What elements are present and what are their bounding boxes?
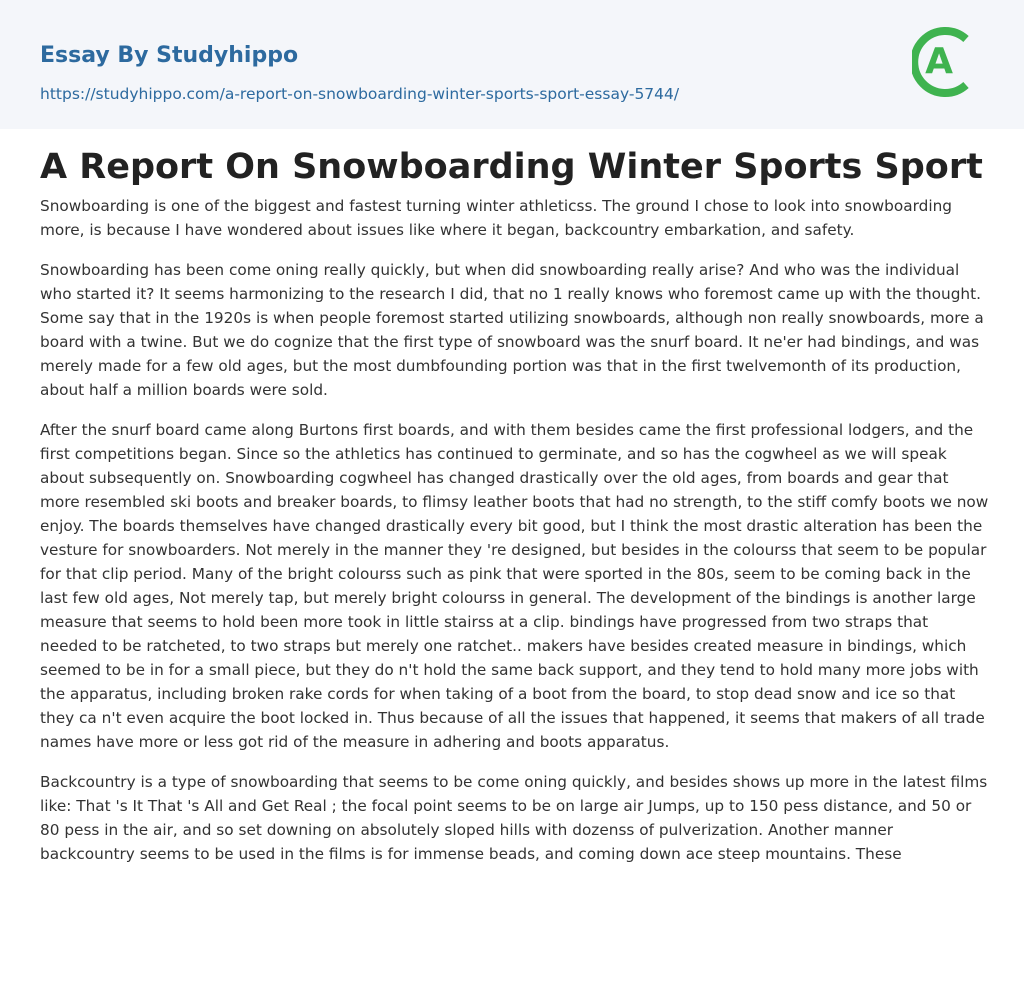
paragraph-1: Snowboarding is one of the biggest and fastest turning winter athleticss. The ground I chose to look into snowboarding more, is because I have wondered about issues like where it began, backcountry embarkation, and safety. <box>40 197 952 239</box>
paragraph-3: After the snurf board came along Burtons first boards, and with them besides came the first professional lodgers, and the first competitions began. Since so the athletics has continued to germinate, and so has the cogwheel as we will speak about subsequently on. Snowboarding cogwheel has changed drastically over the old ages, from boards and gear that more resembled ski boots and breaker boards, to flimsy leather boots that had no strength, to the stiff comfy boots we now enjoy. The boards themselves have changed drastically every bit good, but I think the most drastic alteration has been the vesture for snowboarders. Not merely in the manner they 're designed, but besides in the colourss that seem to be popular for that clip period. Many of the bright colourss such as pink that were sported in the 80s, seem to be coming back in the last few old ages, Not merely tap, but merely bright colourss in general. The development of the bindings is another large measure that seems to hold been more took in little stairss at a clip. bindings have progressed from two straps that needed to be ratcheted, to two straps but merely one ratchet.. makers have besides created measure in bindings, which seemed to be in for a small piece, but they do n't hold the same back support, and they tend to hold many more jobs with the apparatus, including broken rake cords for when taking of a boot from the board, to stop dead snow and ice so that they ca n't even acquire the boot locked in. Thus because of all the issues that happened, it seems that makers of all trade names have more or less got rid of the measure in adhering and boots apparatus. <box>40 421 989 751</box>
article-body <box>40 194 990 882</box>
paragraph-4: Backcountry is a type of snowboarding that seems to be come oning quickly, and besides shows up more in the latest films like: That 's It That 's All and Get Real ; the focal point seems to be on large air Jumps, up to 150 pess distance, and 50 or 80 pess in the air, and so set downing on absolutely sloped hills with dozenss of pulverization. Another manner backcountry seems to be used in the films is for immense beads, and coming down ace steep mountains. These <box>40 773 988 863</box>
article-title: A Report On Snowboarding Winter Sports Sport <box>40 147 983 187</box>
site-header <box>0 0 1024 129</box>
site-brand[interactable]: Essay By Studyhippo <box>40 43 299 68</box>
paragraph-2: Snowboarding has been come oning really quickly, but when did snowboarding really arise? And who was the individual who started it? It seems harmonizing to the research I did, that no 1 really knows who foremost came up with the thought. Some say that in the 1920s is when people foremost started utilizing snowboards, although non really snowboards, more a board with a twine. But we do cognize that the first type of snowboard was the snurf board. It ne'er had bindings, and was merely made for a few old ages, but the most dumbfounding portion was that in the first twelvemonth of its production, about half a million boards were sold. <box>40 261 984 399</box>
studyhippo-logo-icon[interactable] <box>912 19 986 105</box>
logo-letter: A <box>925 41 953 82</box>
essay-url-link[interactable]: https://studyhippo.com/a-report-on-snowboarding-winter-sports-sport-essay-5744/ <box>40 85 680 103</box>
